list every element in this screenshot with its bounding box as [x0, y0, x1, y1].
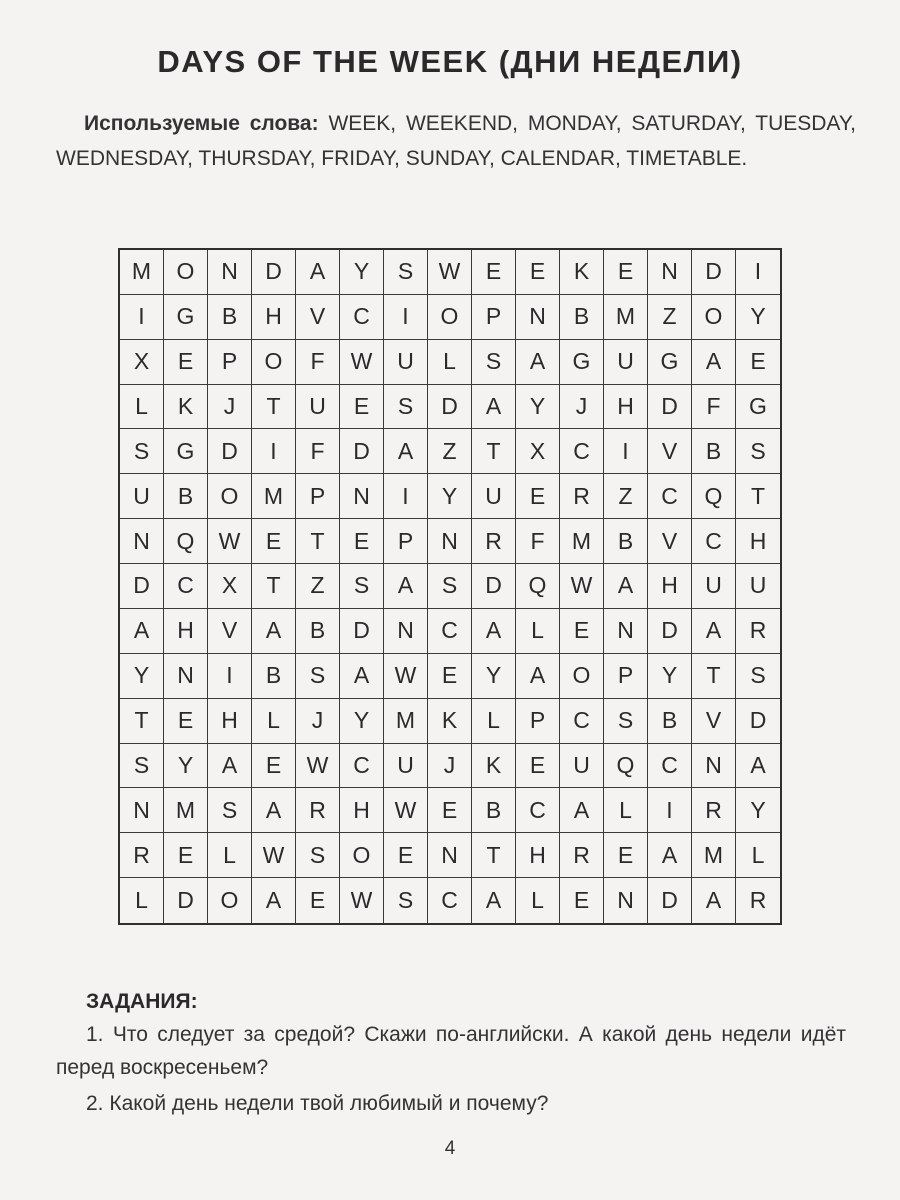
grid-cell-r9-c9[interactable]: A	[472, 609, 516, 654]
grid-cell-r1-c9[interactable]: E	[472, 250, 516, 295]
grid-cell-r11-c11[interactable]: C	[560, 699, 604, 744]
grid-cell-r5-c5[interactable]: F	[296, 429, 340, 474]
grid-cell-r11-c8[interactable]: K	[428, 699, 472, 744]
page-number: 4	[444, 1138, 456, 1159]
grid-cell-r10-c14[interactable]: T	[692, 654, 736, 699]
grid-cell-r1-c15[interactable]: I	[736, 250, 780, 295]
grid-cell-r6-c12[interactable]: Z	[604, 474, 648, 519]
grid-cell-r13-c15[interactable]: Y	[736, 788, 780, 833]
grid-cell-r10-c15[interactable]: S	[736, 654, 780, 699]
grid-cell-r4-c9[interactable]: A	[472, 385, 516, 430]
grid-cell-r8-c3[interactable]: X	[208, 564, 252, 609]
grid-cell-r3-c11[interactable]: G	[560, 340, 604, 385]
grid-cell-r10-c5[interactable]: S	[296, 654, 340, 699]
grid-cell-r9-c7[interactable]: N	[384, 609, 428, 654]
grid-cell-r1-c14[interactable]: D	[692, 250, 736, 295]
grid-cell-r10-c11[interactable]: O	[560, 654, 604, 699]
grid-cell-r8-c7[interactable]: A	[384, 564, 428, 609]
word-search-grid[interactable]	[118, 248, 782, 925]
grid-cell-r12-c3[interactable]: A	[208, 744, 252, 789]
grid-cell-r10-c1[interactable]: Y	[120, 654, 164, 699]
grid-cell-r14-c15[interactable]: L	[736, 833, 780, 878]
grid-cell-r8-c13[interactable]: H	[648, 564, 692, 609]
grid-cell-r4-c10[interactable]: Y	[516, 385, 560, 430]
grid-cell-r7-c9[interactable]: R	[472, 519, 516, 564]
grid-cell-r13-c3[interactable]: S	[208, 788, 252, 833]
grid-cell-r8-c2[interactable]: C	[164, 564, 208, 609]
grid-cell-r10-c12[interactable]: P	[604, 654, 648, 699]
grid-cell-r5-c1[interactable]: S	[120, 429, 164, 474]
grid-cell-r13-c10[interactable]: C	[516, 788, 560, 833]
grid-cell-r3-c14[interactable]: A	[692, 340, 736, 385]
grid-cell-r13-c6[interactable]: H	[340, 788, 384, 833]
grid-cell-r2-c11[interactable]: B	[560, 295, 604, 340]
grid-cell-r5-c11[interactable]: C	[560, 429, 604, 474]
grid-cell-r6-c2[interactable]: B	[164, 474, 208, 519]
grid-cell-r7-c7[interactable]: P	[384, 519, 428, 564]
grid-cell-r3-c13[interactable]: G	[648, 340, 692, 385]
grid-cell-r15-c15[interactable]: R	[749, 887, 767, 914]
grid-cell-r4-c14[interactable]: F	[692, 385, 736, 430]
grid-cell-r1-c1[interactable]: M	[120, 250, 164, 295]
grid-cell-r10-c2[interactable]: N	[164, 654, 208, 699]
grid-cell-r6-c15[interactable]: T	[736, 474, 780, 519]
used-words-list: WEEK, WEEKEND, MONDAY, SATURDAY, TUESDAY, WEDNESDAY, THURSDAY, FRIDAY, SUNDAY, CALENDAR, TIMETABLE.	[56, 112, 856, 170]
grid-cell-r10-c13[interactable]: Y	[648, 654, 692, 699]
grid-cell-r7-c3[interactable]: W	[208, 519, 252, 564]
used-words-label: Используемые слова:	[84, 112, 319, 135]
grid-cell-r14-c8[interactable]: N	[428, 833, 472, 878]
grid-cell-r7-c6[interactable]: E	[340, 519, 384, 564]
grid-cell-r1-c10[interactable]: E	[516, 250, 560, 295]
grid-cell-r4-c8[interactable]: D	[428, 385, 472, 430]
grid-cell-r11-c10[interactable]: P	[516, 699, 560, 744]
grid-cell-r15-c14[interactable]: A	[692, 878, 736, 923]
grid-cell-r8-c14[interactable]: U	[692, 564, 736, 609]
grid-cell-r15-c6[interactable]: W	[340, 878, 384, 923]
grid-cell-r11-c13[interactable]: B	[648, 699, 692, 744]
grid-cell-r12-c9[interactable]: K	[472, 744, 516, 789]
grid-cell-r6-c5[interactable]: P	[296, 474, 340, 519]
grid-cell-r12-c8[interactable]: J	[428, 744, 472, 789]
grid-cell-r8-c1[interactable]: D	[120, 564, 164, 609]
page-title: DAYS OF THE WEEK (ДНИ НЕДЕЛИ)	[157, 44, 743, 79]
grid-cell-r15-c4[interactable]: A	[252, 878, 296, 923]
grid-cell-r4-c1[interactable]: L	[120, 385, 164, 430]
grid-cell-r13-c8[interactable]: E	[428, 788, 472, 833]
grid-cell-r8-c6[interactable]: S	[340, 564, 384, 609]
grid-cell-r4-c2[interactable]: K	[164, 385, 208, 430]
grid-cell-r11-c5[interactable]: J	[296, 699, 340, 744]
grid-cell-r14-c3[interactable]: L	[208, 833, 252, 878]
grid-cell-r5-c13[interactable]: V	[648, 429, 692, 474]
grid-cell-r2-c1[interactable]: I	[120, 295, 164, 340]
grid-cell-r1-c11[interactable]: K	[560, 250, 604, 295]
grid-cell-r13-c1[interactable]: N	[120, 788, 164, 833]
grid-cell-r15-c11[interactable]: E	[560, 878, 604, 923]
grid-cell-r6-c9[interactable]: U	[472, 474, 516, 519]
tasks-heading: ЗАДАНИЯ:	[86, 990, 198, 1013]
grid-cell-r5-c9[interactable]: T	[472, 429, 516, 474]
grid-cell-r2-c15[interactable]: Y	[736, 295, 780, 340]
grid-cell-r14-c11[interactable]: R	[560, 833, 604, 878]
grid-cell-r13-c7[interactable]: W	[384, 788, 428, 833]
grid-cell-r6-c4[interactable]: M	[252, 474, 296, 519]
grid-cell-r4-c13[interactable]: D	[648, 385, 692, 430]
grid-cell-r8-c8[interactable]: S	[428, 564, 472, 609]
grid-cell-r3-c12[interactable]: U	[604, 340, 648, 385]
grid-cell-r1-c5[interactable]: A	[296, 250, 340, 295]
grid-cell-r2-c10[interactable]: N	[516, 295, 560, 340]
grid-cell-r9-c12[interactable]: N	[604, 609, 648, 654]
grid-cell-r1-c4[interactable]: D	[252, 250, 296, 295]
grid-cell-r2-c13[interactable]: Z	[648, 295, 692, 340]
grid-cell-r11-c6[interactable]: Y	[340, 699, 384, 744]
grid-cell-r13-c9[interactable]: B	[472, 788, 516, 833]
grid-cell-r12-c10[interactable]: E	[516, 744, 560, 789]
grid-cell-r12-c1[interactable]: S	[120, 744, 164, 789]
grid-cell-r9-c14[interactable]: A	[692, 609, 736, 654]
grid-cell-r3-c9[interactable]: S	[472, 340, 516, 385]
grid-cell-r6-c13[interactable]: C	[648, 474, 692, 519]
grid-cell-r6-c6[interactable]: N	[340, 474, 384, 519]
grid-cell-r5-c12[interactable]: I	[604, 429, 648, 474]
grid-cell-r12-c7[interactable]: U	[384, 744, 428, 789]
grid-cell-r9-c13[interactable]: D	[648, 609, 692, 654]
grid-cell-r9-c5[interactable]: B	[296, 609, 340, 654]
grid-cell-r15-c5[interactable]: E	[296, 878, 340, 923]
grid-cell-r2-c7[interactable]: I	[384, 295, 428, 340]
grid-cell-r3-c6[interactable]: W	[340, 340, 384, 385]
grid-cell-r7-c10[interactable]: F	[516, 519, 560, 564]
grid-cell-r2-c14[interactable]: O	[692, 295, 736, 340]
grid-cell-r12-c12[interactable]: Q	[604, 744, 648, 789]
grid-cell-r6-c1[interactable]: U	[120, 474, 164, 519]
grid-cell-r15-c3[interactable]: O	[208, 878, 252, 923]
grid-cell-r2-c6[interactable]: C	[340, 295, 384, 340]
grid-cell-r11-c12[interactable]: S	[604, 699, 648, 744]
grid-cell-r3-c4[interactable]: O	[252, 340, 296, 385]
grid-cell-r15-c2[interactable]: D	[164, 878, 208, 923]
grid-cell-r15-c7[interactable]: S	[384, 878, 428, 923]
grid-cell-r11-c4[interactable]: L	[252, 699, 296, 744]
grid-cell-r9-c2[interactable]: H	[164, 609, 208, 654]
grid-cell-r9-c6[interactable]: D	[340, 609, 384, 654]
grid-cell-r8-c5[interactable]: Z	[296, 564, 340, 609]
grid-cell-r14-c9[interactable]: T	[472, 833, 516, 878]
grid-cell-r6-c8[interactable]: Y	[428, 474, 472, 519]
task-2: 2. Какой день недели твой любимый и почему?	[86, 1092, 549, 1115]
grid-cell-r14-c14[interactable]: M	[692, 833, 736, 878]
grid-cell-r12-c14[interactable]: N	[692, 744, 736, 789]
grid-cell-r5-c6[interactable]: D	[340, 429, 384, 474]
grid-cell-r3-c7[interactable]: U	[384, 340, 428, 385]
grid-cell-r2-c4[interactable]: H	[252, 295, 296, 340]
grid-cell-r1-c7[interactable]: S	[384, 250, 428, 295]
grid-cell-r5-c15[interactable]: S	[736, 429, 780, 474]
grid-cell-r5-c10[interactable]: X	[516, 429, 560, 474]
grid-cell-r8-c10[interactable]: Q	[516, 564, 560, 609]
grid-cell-r2-c2[interactable]: G	[164, 295, 208, 340]
grid-cell-r4-c7[interactable]: S	[384, 385, 428, 430]
grid-cell-r13-c12[interactable]: L	[604, 788, 648, 833]
grid-cell-r12-c11[interactable]: U	[560, 744, 604, 789]
grid-cell-r4-c12[interactable]: H	[604, 385, 648, 430]
grid-cell-r8-c4[interactable]: T	[252, 564, 296, 609]
grid-cell-r3-c10[interactable]: A	[516, 340, 560, 385]
used-words-paragraph	[56, 106, 856, 176]
grid-cell-r4-c15[interactable]: G	[736, 385, 780, 430]
grid-cell-r15-c1[interactable]: L	[120, 878, 164, 923]
grid-cell-r10-c10[interactable]: A	[516, 654, 560, 699]
grid-cell-r11-c9[interactable]: L	[472, 699, 516, 744]
grid-cell-r9-c8[interactable]: C	[428, 609, 472, 654]
grid-cell-r5-c7[interactable]: A	[384, 429, 428, 474]
grid-cell-r14-c13[interactable]: A	[648, 833, 692, 878]
grid-cell-r15-c13[interactable]: D	[648, 878, 692, 923]
grid-cell-r14-c1[interactable]: R	[120, 833, 164, 878]
grid-cell-r10-c6[interactable]: A	[340, 654, 384, 699]
grid-cell-r4-c3[interactable]: J	[208, 385, 252, 430]
grid-cell-r12-c6[interactable]: C	[340, 744, 384, 789]
grid-cell-r2-c5[interactable]: V	[296, 295, 340, 340]
grid-cell-r9-c10[interactable]: L	[516, 609, 560, 654]
grid-cell-r5-c4[interactable]: I	[252, 429, 296, 474]
grid-cell-r10-c8[interactable]: E	[428, 654, 472, 699]
grid-cell-r15-c8[interactable]: C	[428, 878, 472, 923]
grid-cell-r9-c11[interactable]: E	[560, 609, 604, 654]
grid-cell-r14-c7[interactable]: E	[384, 833, 428, 878]
grid-cell-r3-c1[interactable]: X	[120, 340, 164, 385]
grid-cell-r3-c15[interactable]: E	[736, 340, 780, 385]
grid-cell-r14-c2[interactable]: E	[164, 833, 208, 878]
grid-cell-r15-c9[interactable]: A	[472, 878, 516, 923]
grid-cell-r6-c3[interactable]: O	[208, 474, 252, 519]
grid-cell-r3-c5[interactable]: F	[296, 340, 340, 385]
grid-cell-r3-c8[interactable]: L	[428, 340, 472, 385]
grid-cell-r12-c15[interactable]: A	[736, 744, 780, 789]
grid-cell-r5-c14[interactable]: B	[692, 429, 736, 474]
grid-cell-r4-c6[interactable]: E	[340, 385, 384, 430]
grid-cell-r2-c8[interactable]: O	[428, 295, 472, 340]
grid-cell-r1-c6[interactable]: Y	[340, 250, 384, 295]
grid-cell-r2-c12[interactable]: M	[604, 295, 648, 340]
grid-cell-r7-c13[interactable]: V	[648, 519, 692, 564]
grid-cell-r7-c4[interactable]: E	[252, 519, 296, 564]
grid-cell-r1-c2[interactable]: O	[164, 250, 208, 295]
grid-cell-r7-c1[interactable]: N	[120, 519, 164, 564]
grid-cell-r12-c2[interactable]: Y	[164, 744, 208, 789]
grid-cell-r13-c4[interactable]: A	[252, 788, 296, 833]
grid-cell-r11-c1[interactable]: T	[120, 699, 164, 744]
grid-cell-r8-c9[interactable]: D	[472, 564, 516, 609]
grid-cell-r13-c11[interactable]: A	[560, 788, 604, 833]
grid-cell-r11-c7[interactable]: M	[384, 699, 428, 744]
grid-cell-r5-c2[interactable]: G	[164, 429, 208, 474]
grid-cell-r7-c12[interactable]: B	[604, 519, 648, 564]
grid-cell-r7-c11[interactable]: M	[560, 519, 604, 564]
grid-cell-r11-c2[interactable]: E	[164, 699, 208, 744]
grid-cell-r11-c14[interactable]: V	[692, 699, 736, 744]
grid-cell-r4-c4[interactable]: T	[252, 385, 296, 430]
grid-cell-r13-c14[interactable]: R	[692, 788, 736, 833]
grid-cell-r10-c3[interactable]: I	[208, 654, 252, 699]
grid-cell-r12-c13[interactable]: C	[648, 744, 692, 789]
grid-cell-r1-c13[interactable]: N	[648, 250, 692, 295]
grid-cell-r13-c13[interactable]: I	[648, 788, 692, 833]
grid-cell-r3-c2[interactable]: E	[164, 340, 208, 385]
task-1: 1. Что следует за средой? Скажи по-английски. А какой день недели идёт перед воскресеньем?	[56, 1023, 846, 1079]
grid-cell-r5-c8[interactable]: Z	[428, 429, 472, 474]
grid-cell-r14-c6[interactable]: O	[340, 833, 384, 878]
grid-cell-r13-c5[interactable]: R	[296, 788, 340, 833]
grid-cell-r8-c12[interactable]: A	[604, 564, 648, 609]
grid-cell-r10-c7[interactable]: W	[384, 654, 428, 699]
grid-cell-r7-c15[interactable]: H	[736, 519, 780, 564]
grid-cell-r7-c2[interactable]: Q	[164, 519, 208, 564]
grid-cell-r14-c4[interactable]: W	[252, 833, 296, 878]
grid-cell-r12-c5[interactable]: W	[296, 744, 340, 789]
grid-cell-r8-c15[interactable]: U	[736, 564, 780, 609]
grid-cell-r7-c14[interactable]: C	[692, 519, 736, 564]
grid-cell-r14-c10[interactable]: H	[516, 833, 560, 878]
grid-cell-r6-c14[interactable]: Q	[692, 474, 736, 519]
grid-cell-r4-c11[interactable]: J	[560, 385, 604, 430]
grid-cell-r12-c4[interactable]: E	[252, 744, 296, 789]
grid-cell-r1-c8[interactable]: W	[428, 250, 472, 295]
grid-cell-r6-c7[interactable]: I	[384, 474, 428, 519]
grid-cell-r3-c3[interactable]: P	[208, 340, 252, 385]
grid-cell-r15-c10[interactable]: L	[516, 878, 560, 923]
grid-cell-r5-c3[interactable]: D	[208, 429, 252, 474]
grid-cell-r14-c12[interactable]: E	[604, 833, 648, 878]
grid-cell-r10-c9[interactable]: Y	[472, 654, 516, 699]
grid-cell-r9-c4[interactable]: A	[252, 609, 296, 654]
grid-cell-r4-c5[interactable]: U	[296, 385, 340, 430]
grid-cell-r9-c1[interactable]: A	[120, 609, 164, 654]
grid-cell-r9-c15[interactable]: R	[736, 609, 780, 654]
grid-cell-r11-c3[interactable]: H	[208, 699, 252, 744]
grid-cell-r2-c9[interactable]: P	[472, 295, 516, 340]
grid-cell-r1-c12[interactable]: E	[604, 250, 648, 295]
grid-cell-r1-c3[interactable]: N	[208, 250, 252, 295]
grid-cell-r13-c2[interactable]: M	[164, 788, 208, 833]
grid-cell-r8-c11[interactable]: W	[560, 564, 604, 609]
grid-cell-r11-c15[interactable]: D	[736, 699, 780, 744]
grid-cell-r9-c3[interactable]: V	[208, 609, 252, 654]
grid-cell-r2-c3[interactable]: B	[208, 295, 252, 340]
grid-cell-r6-c11[interactable]: R	[560, 474, 604, 519]
grid-cell-r15-c12[interactable]: N	[604, 878, 648, 923]
grid-cell-r10-c4[interactable]: B	[252, 654, 296, 699]
grid-cell-r7-c5[interactable]: T	[296, 519, 340, 564]
grid-cell-r7-c8[interactable]: N	[428, 519, 472, 564]
grid-cell-r14-c5[interactable]: S	[296, 833, 340, 878]
grid-cell-r6-c10[interactable]: E	[516, 474, 560, 519]
